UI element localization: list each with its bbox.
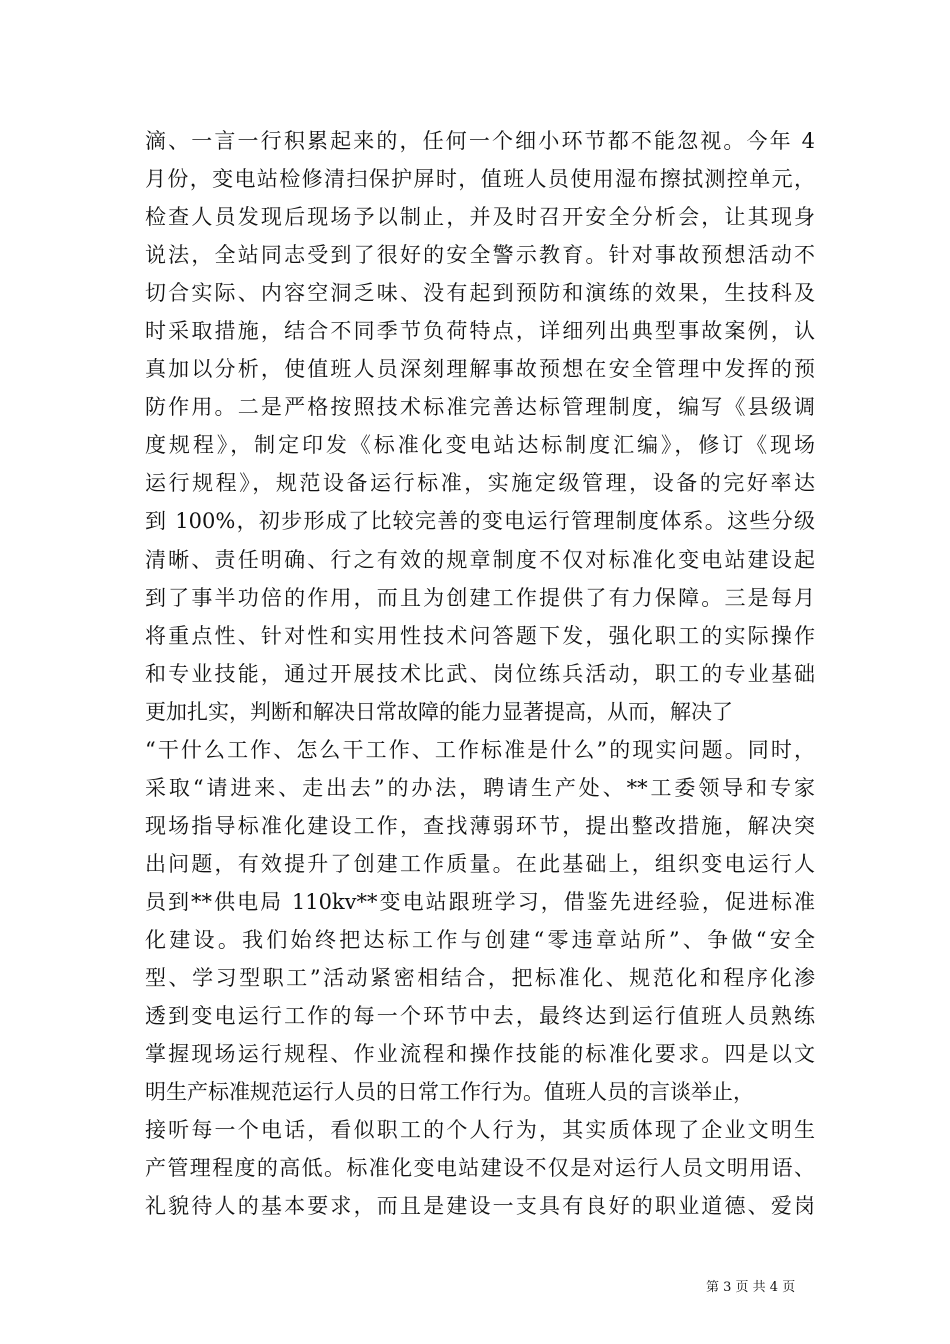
text-line: 接听每一个电话，看似职工的个人行为，其实质体现了企业文明生 (145, 1118, 815, 1143)
text-line: 到了事半功倍的作用，而且为创建工作提供了有力保障。三是每月 (145, 585, 815, 610)
text-line: 切合实际、内容空洞乏味、没有起到预防和演练的效果，生技科及 (145, 281, 815, 306)
text-line: 真加以分析，使值班人员深刻理解事故预想在安全管理中发挥的预 (145, 357, 815, 382)
text-line: 防作用。二是严格按照技术标准完善达标管理制度，编写《县级调 (145, 395, 815, 420)
text-line: 月份，变电站检修清扫保护屏时，值班人员使用湿布擦拭测控单元， (145, 167, 815, 192)
text-line: 明生产标准规范运行人员的日常工作行为。值班人员的言谈举止， (145, 1080, 754, 1105)
text-line: 化建设。我们始终把达标工作与创建“零违章站所”、争做“安全 (145, 927, 815, 952)
text-line: 说法，全站同志受到了很好的安全警示教育。针对事故预想活动不 (145, 243, 815, 268)
text-line: 到 100%，初步形成了比较完善的变电运行管理制度体系。这些分级 (145, 509, 815, 534)
text-line: 采取“请进来、走出去”的办法，聘请生产处、**工委领导和专家 (145, 775, 815, 800)
text-line: “干什么工作、怎么干工作、工作标准是什么”的现实问题。同时， (145, 737, 815, 762)
text-line: 型、学习型职工”活动紧密相结合，把标准化、规范化和程序化渗 (145, 966, 815, 991)
text-line: 清晰、责任明确、行之有效的规章制度不仅对标准化变电站建设起 (145, 547, 815, 572)
text-line: 掌握现场运行规程、作业流程和操作技能的标准化要求。四是以文 (145, 1042, 815, 1067)
text-line: 出问题，有效提升了创建工作质量。在此基础上，组织变电运行人 (145, 851, 815, 876)
text-line: 更加扎实，判断和解决日常故障的能力显著提高，从而，解决了 (145, 699, 733, 724)
text-line: 礼貌待人的基本要求，而且是建设一支具有良好的职业道德、爱岗 (145, 1194, 815, 1219)
page-number-footer: 第 3 页 共 4 页 (706, 1280, 796, 1295)
text-line: 透到变电运行工作的每一个环节中去，最终达到运行值班人员熟练 (145, 1004, 815, 1029)
text-line: 滴、一言一行积累起来的，任何一个细小环节都不能忽视。今年 4 (145, 129, 815, 153)
text-line: 员到**供电局 110kv**变电站跟班学习，借鉴先进经验，促进标准 (145, 889, 815, 914)
text-line: 现场指导标准化建设工作，查找薄弱环节，提出整改措施，解决突 (145, 813, 815, 838)
text-line: 度规程》，制定印发《标准化变电站达标制度汇编》，修订《现场 (145, 433, 815, 458)
text-line: 产管理程度的高低。标准化变电站建设不仅是对运行人员文明用语、 (145, 1156, 815, 1181)
text-line: 将重点性、针对性和实用性技术问答题下发，强化职工的实际操作 (145, 623, 815, 648)
text-line: 检查人员发现后现场予以制止，并及时召开安全分析会，让其现身 (145, 205, 815, 230)
text-line: 运行规程》，规范设备运行标准，实施定级管理，设备的完好率达 (145, 471, 815, 496)
text-line: 和专业技能，通过开展技术比武、岗位练兵活动，职工的专业基础 (145, 661, 815, 686)
body-text (145, 122, 815, 1225)
text-line: 时采取措施，结合不同季节负荷特点，详细列出典型事故案例，认 (145, 319, 815, 344)
